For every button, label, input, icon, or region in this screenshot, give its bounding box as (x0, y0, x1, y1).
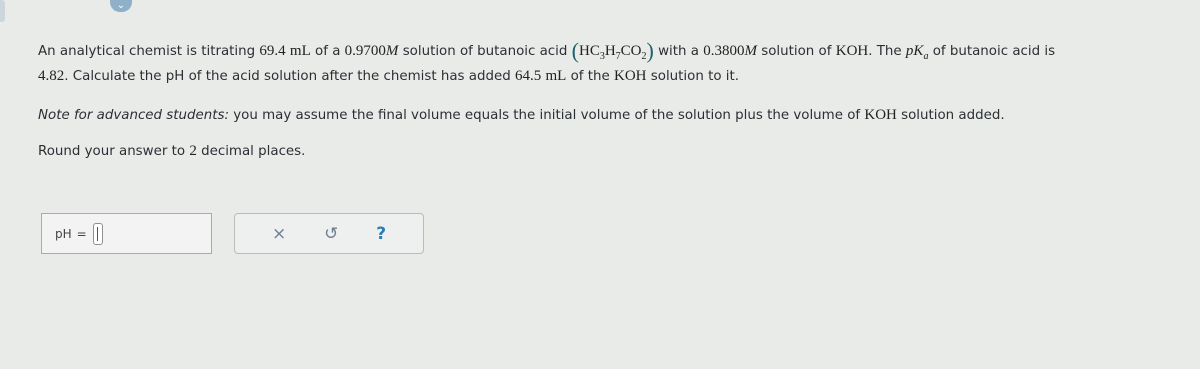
rounding-instruction (38, 143, 305, 160)
question-text: . The (868, 44, 902, 59)
rounding-text: decimal places. (201, 144, 306, 159)
base-formula: KOH (835, 43, 869, 59)
unit-ml: mL (289, 43, 311, 59)
base-concentration-value: 0.3800 (703, 43, 745, 59)
question-text: with a (658, 44, 699, 59)
question-text: An analytical chemist is titrating (38, 44, 256, 59)
advanced-note (38, 107, 1005, 124)
question-text: of the (570, 69, 610, 84)
ph-answer-input[interactable] (93, 223, 103, 245)
unit-molar: M (385, 43, 399, 59)
decimal-places-value: 2 (189, 143, 197, 159)
answer-tools (234, 213, 424, 254)
base-formula: KOH (864, 107, 897, 123)
question-text: of a (315, 44, 341, 59)
ph-label: pH (55, 226, 72, 241)
acid-concentration-value: 0.9700 (344, 43, 386, 59)
pka-value: 4.82 (38, 68, 65, 84)
clear-button[interactable]: × (271, 223, 287, 244)
note-prefix: Note for advanced students: (38, 108, 229, 123)
base-volume-value: 64.5 (514, 68, 542, 84)
question-text: of butanoic acid is (932, 44, 1056, 59)
note-text: solution added. (901, 108, 1005, 123)
answer-box (41, 213, 212, 254)
undo-icon[interactable]: ↺ (324, 223, 339, 244)
butanoic-acid-formula: $(HC_3H_7CO_2)$ (571, 38, 654, 63)
text-cursor (97, 227, 98, 241)
side-panel-handle[interactable] (0, 0, 5, 22)
question-text: solution of (761, 44, 832, 59)
rounding-text: Round your answer to (38, 144, 186, 159)
equals-sign: = (76, 226, 87, 241)
question-text: solution of butanoic acid (402, 44, 568, 59)
question-text: . Calculate the pH of the acid solution after the chemist has added (64, 69, 511, 84)
pka-symbol: $pK_a$ (905, 43, 929, 62)
question-text: solution to it. (650, 69, 739, 84)
question-line-2 (38, 68, 739, 85)
question-line-1 (38, 38, 1055, 64)
base-formula: KOH (614, 68, 647, 84)
chevron-down-icon[interactable]: ⌄ (110, 0, 132, 12)
help-button[interactable]: ? (376, 223, 387, 244)
note-text: you may assume the final volume equals the initial volume of the solution plus the volume of (228, 108, 861, 123)
unit-ml: mL (545, 68, 567, 84)
unit-molar: M (744, 43, 757, 59)
acid-volume-value: 69.4 (259, 43, 286, 59)
